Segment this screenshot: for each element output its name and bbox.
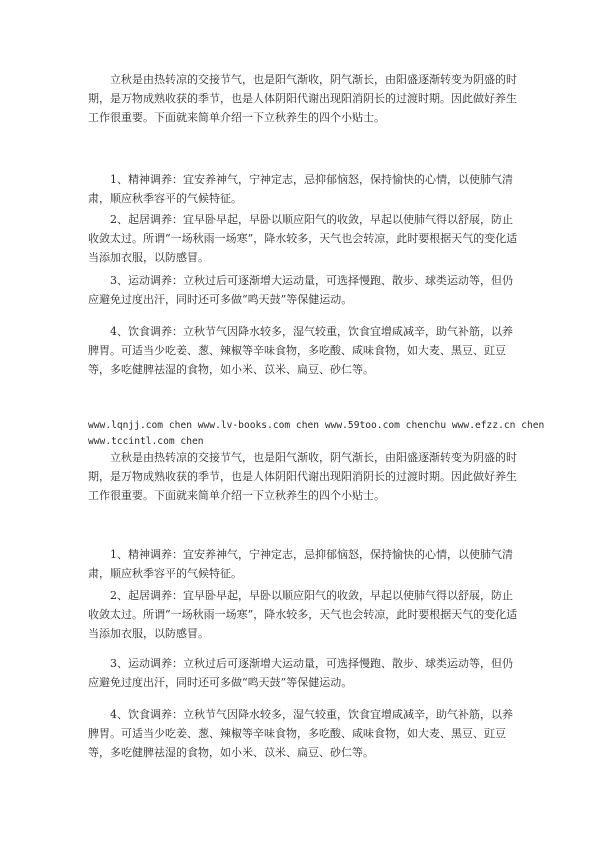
tip-daily-routine-paragraph: 2、起居调养：宜早卧早起，早卧以顺应阳气的收敛，早起以使肺气得以舒展，防止收敛太过。所谓“一场秋雨一场寒”，降水较多，天气也会转凉，此时要根据天气的变化适当添加衣服，以防感冒。: [88, 213, 518, 264]
tip-mental-paragraph: 1、精神调养：宜安养神气，宁神定志，忌抑郁恼怒，保持愉快的心情，以使肺气清肃，顺应秋季容平的气候特征。: [88, 173, 513, 205]
site-links-line: www.tccintl.com chen: [88, 436, 204, 447]
site-links: [88, 418, 545, 450]
tip-exercise-paragraph: 3、运动调养：立秋过后可逐渐增大运动量，可选择慢跑、散步、球类运动等，但仍应避免过度出汗，同时还可多做“鸣天鼓”等保健运动。: [88, 657, 513, 689]
intro-paragraph: 立秋是由热转凉的交接节气，也是阳气渐收，阴气渐长，由阳盛逐渐转变为阴盛的时期，是万物成熟收获的季节，也是人体阴阳代谢出现阳消阴长的过渡时期。因此做好养生工作很重要。下面就来简单介绍一下立秋养生的四个小贴士。: [88, 451, 517, 502]
tip-diet-paragraph: 4、饮食调养：立秋节气因降水较多，湿气较重，饮食宜增咸减辛，助气补筋，以养脾胃。可适当少吃姜、葱、辣椒等辛味食物，多吃酸、咸味食物，如大麦、黑豆、豇豆等，多吃健脾祛湿的食物，如小米、苡米、扁豆、砂仁等。: [88, 325, 513, 376]
intro-paragraph: 立秋是由热转凉的交接节气，也是阳气渐收，阴气渐长，由阳盛逐渐转变为阴盛的时期，是万物成熟收获的季节，也是人体阴阳代谢出现阳消阴长的过渡时期。因此做好养生工作很重要。下面就来简单介绍一下立秋养生的四个小贴士。: [88, 73, 517, 124]
tip-diet-paragraph: 4、饮食调养：立秋节气因降水较多，湿气较重，饮食宜增咸减辛，助气补筋，以养脾胃。可适当少吃姜、葱、辣椒等辛味食物，多吃酸、咸味食物，如大麦、黑豆、豇豆等，多吃健脾祛湿的食物，如小米、苡米、扁豆、砂仁等。: [88, 708, 513, 759]
site-links-line: www.lqnjj.com chen www.lv-books.com chen www.59too.com chenchu www.efzz.cn chen: [88, 420, 545, 431]
tip-exercise-paragraph: 3、运动调养：立秋过后可逐渐增大运动量，可选择慢跑、散步、球类运动等，但仍应避免过度出汗，同时还可多做“鸣天鼓”等保健运动。: [88, 274, 513, 306]
tip-mental-paragraph: 1、精神调养：宜安养神气，宁神定志，忌抑郁恼怒，保持愉快的心情，以使肺气清肃，顺应秋季容平的气候特征。: [88, 548, 513, 580]
tip-daily-routine-paragraph: 2、起居调养：宜早卧早起，早卧以顺应阳气的收敛，早起以使肺气得以舒展，防止收敛太过。所谓“一场秋雨一场寒”，降水较多，天气也会转凉，此时要根据天气的变化适当添加衣服，以防感冒。: [88, 589, 518, 640]
